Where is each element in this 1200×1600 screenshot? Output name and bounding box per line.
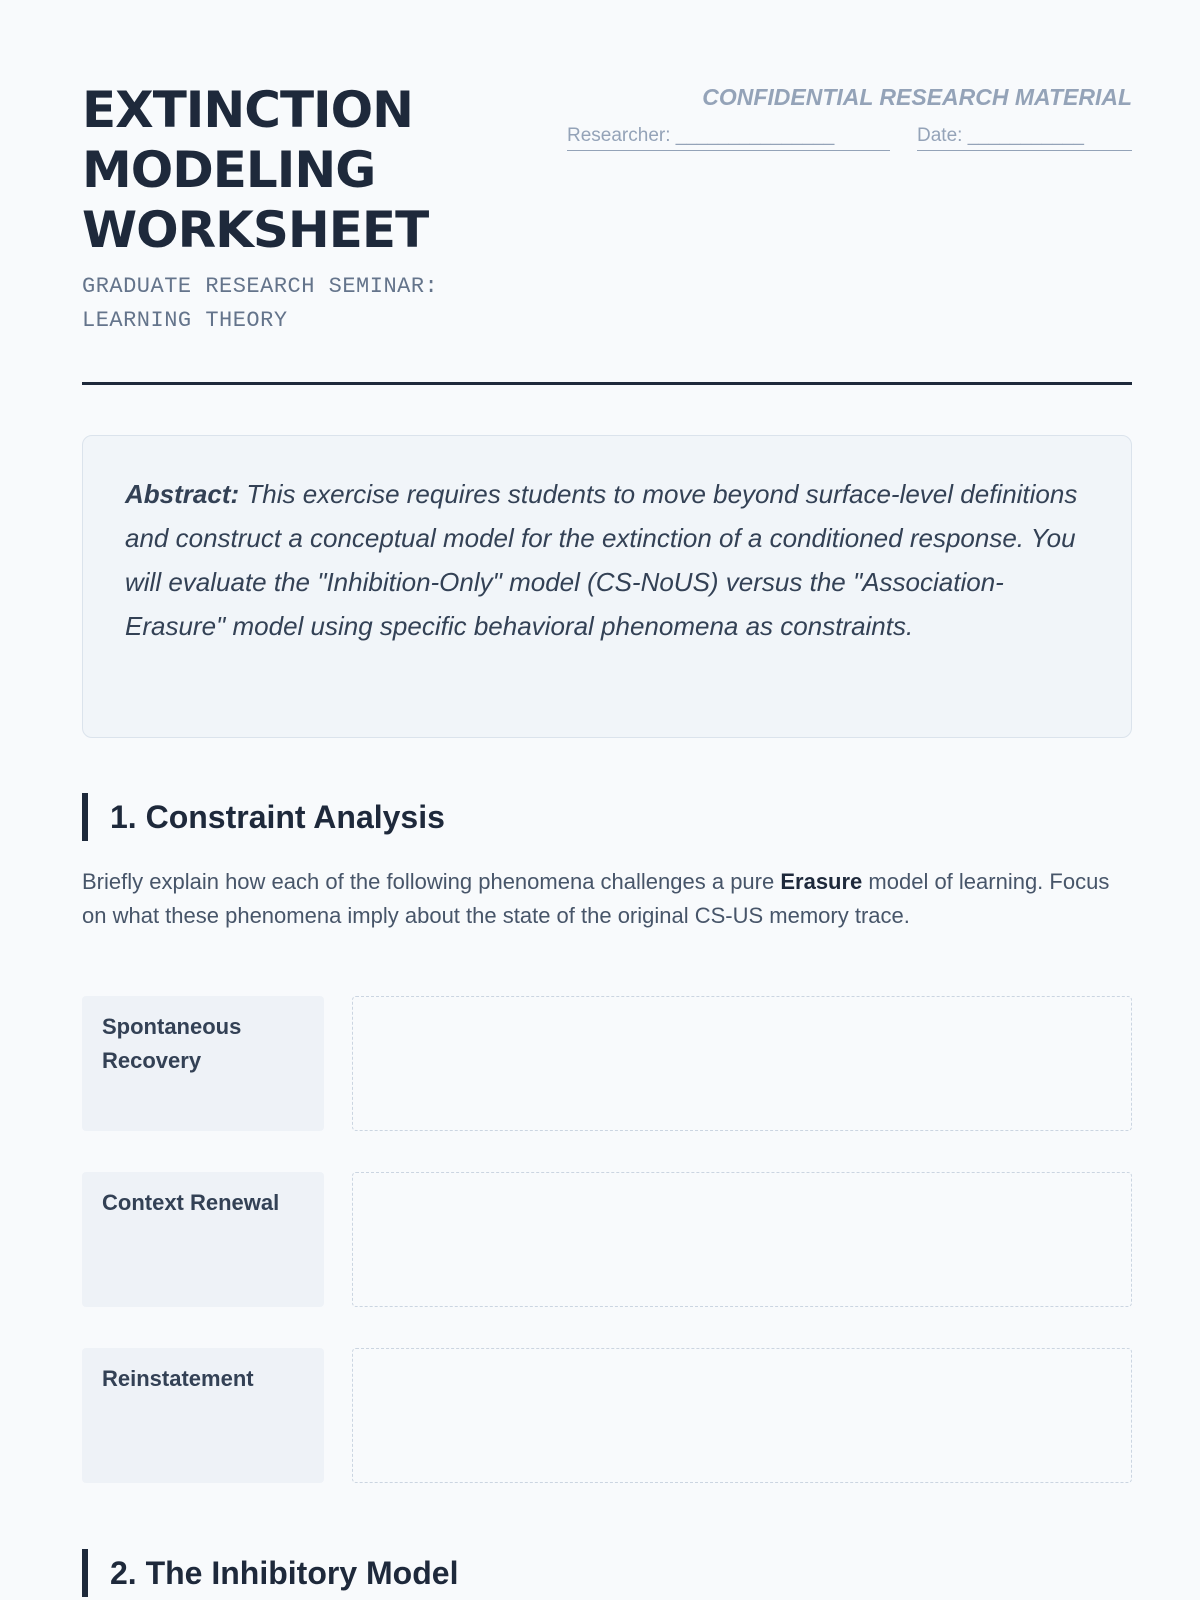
page-subtitle: GRADUATE RESEARCH SEMINAR: LEARNING THEORY — [82, 274, 439, 333]
phenomenon-row — [82, 996, 1132, 1131]
answer-box-reinstatement[interactable] — [352, 1348, 1132, 1483]
phenomenon-label: Context Renewal — [82, 1172, 324, 1307]
instructions-emphasis: Erasure — [780, 869, 863, 894]
section-1-instructions — [82, 865, 1132, 933]
worksheet-page — [82, 0, 1132, 1591]
abstract-box — [82, 435, 1132, 738]
confidential-label: CONFIDENTIAL RESEARCH MATERIAL — [702, 84, 1132, 110]
abstract-text: This exercise requires students to move beyond surface-level definitions and construct a conceptual model for the extinction of a conditioned response. You will evaluate the "Inhibition-Only" model (CS-NoUS) versus the "Association-Erasure" model using specific behavioral phenomena as constraints. — [125, 479, 1078, 641]
instructions-text-end: model of learning. Focus on what these phenomena imply about the state of the original CS-US memory trace. — [82, 869, 1110, 928]
phenomenon-label: Reinstatement — [82, 1348, 324, 1483]
page-title: EXTINCTION MODELING WORKSHEET — [82, 81, 429, 259]
answer-box-context-renewal[interactable] — [352, 1172, 1132, 1307]
researcher-field[interactable]: Researcher: _______________ — [567, 122, 890, 151]
worksheet-header — [82, 0, 1132, 385]
phenomenon-row — [82, 1348, 1132, 1483]
abstract-label: Abstract: — [125, 479, 240, 509]
phenomenon-label: Spontaneous Recovery — [82, 996, 324, 1131]
date-field[interactable]: Date: ___________ — [917, 122, 1132, 151]
answer-box-spontaneous-recovery[interactable] — [352, 996, 1132, 1131]
instructions-text-start: Briefly explain how each of the following phenomena challenges a pure — [82, 869, 781, 894]
section-1-heading: 1. Constraint Analysis — [82, 793, 1132, 841]
phenomenon-row — [82, 1172, 1132, 1307]
section-2-heading: 2. The Inhibitory Model — [82, 1549, 1132, 1597]
